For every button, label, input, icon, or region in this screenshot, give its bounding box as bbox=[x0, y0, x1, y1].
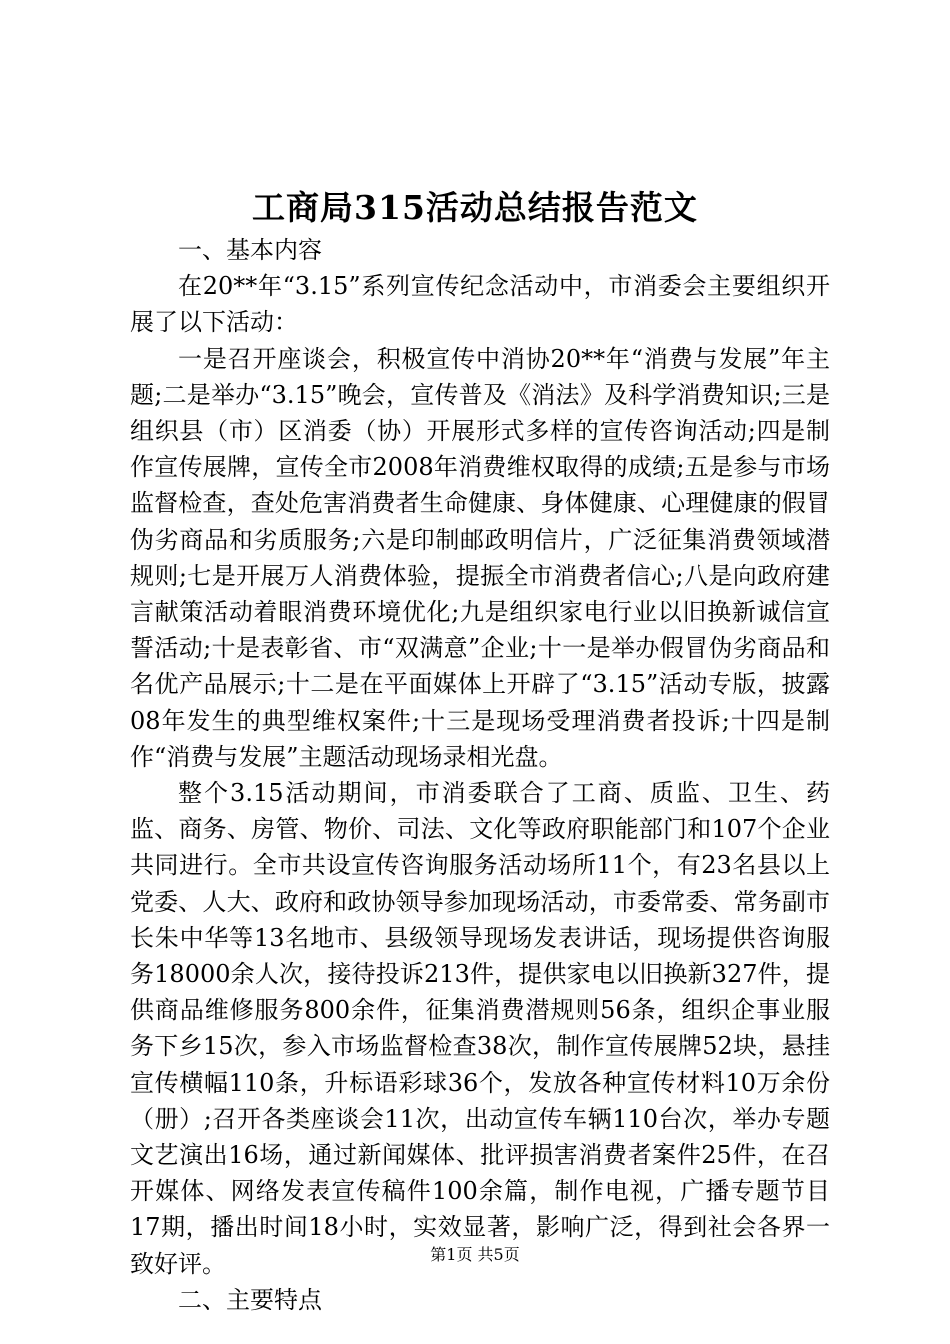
section-heading-main-features: 二、主要特点 bbox=[178, 1285, 322, 1314]
intro-paragraph: 在20**年“3.15”系列宣传纪念活动中，市消委会主要组织开展了以下活动： bbox=[130, 272, 830, 337]
page-footer: 第1页 共5页 bbox=[430, 1245, 520, 1264]
statistics-paragraph: 整个3.15活动期间，市消委联合了工商、质监、卫生、药监、商务、房管、物价、司法、文化等政府职能部门和107个企业共同进行。全市共设宣传咨询服务活动场所11个，有23名县以上党委、人大、政府和政协领导参加现场活动，市委常委、常务副市长朱中华等13名地市、县级领导现场发表讲话，现场提供咨询服务18000余人次，接待投诉213件，提供家电以旧换新327件，提供商品维修服务800余件，征集消费潜规则56条，组织企事业服务下乡15次，参入市场监督检查38次，制作宣传展牌52块，悬挂宣传横幅110条，升标语彩球36个，发放各种宣传材料10万余份（册）;召开各类座谈会11次，出动宣传车辆110台次，举办专题文艺演出16场，通过新闻媒体、批评损害消费者案件25件，在召开媒体、网络发表宣传稿件100余篇，制作电视，广播专题节目17期，播出时间18小时，实效显著，影响广泛，得到社会各界一致好评。 bbox=[130, 779, 830, 1278]
document-title: 工商局315活动总结报告范文 bbox=[252, 188, 698, 227]
activities-list-paragraph: 一是召开座谈会，积极宣传中消协20**年“消费与发展”年主题;二是举办“3.15”晚会，宣传普及《消法》及科学消费知识;三是组织县（市）区消委（协）开展形式多样的宣传咨询活动;四是制作宣传展牌，宣传全市2008年消费维权取得的成绩;五是参与市场监督检查，查处危害消费者生命健康、身体健康、心理健康的假冒伪劣商品和劣质服务;六是印制邮政明信片，广泛征集消费领域潜规则;七是开展万人消费体验，提振全市消费者信心;八是向政府建言献策活动着眼消费环境优化;九是组织家电行业以旧换新诚信宣誓活动;十是表彰省、市“双满意”企业;十一是举办假冒伪劣商品和名优产品展示;十二是在平面媒体上开辟了“3.15”活动专版，披露08年发生的典型维权案件;十三是现场受理消费者投诉;十四是制作“消费与发展”主题活动现场录相光盘。 bbox=[130, 344, 830, 771]
section-heading-basic-content: 一、基本内容 bbox=[178, 236, 322, 264]
document-body bbox=[130, 232, 830, 1318]
